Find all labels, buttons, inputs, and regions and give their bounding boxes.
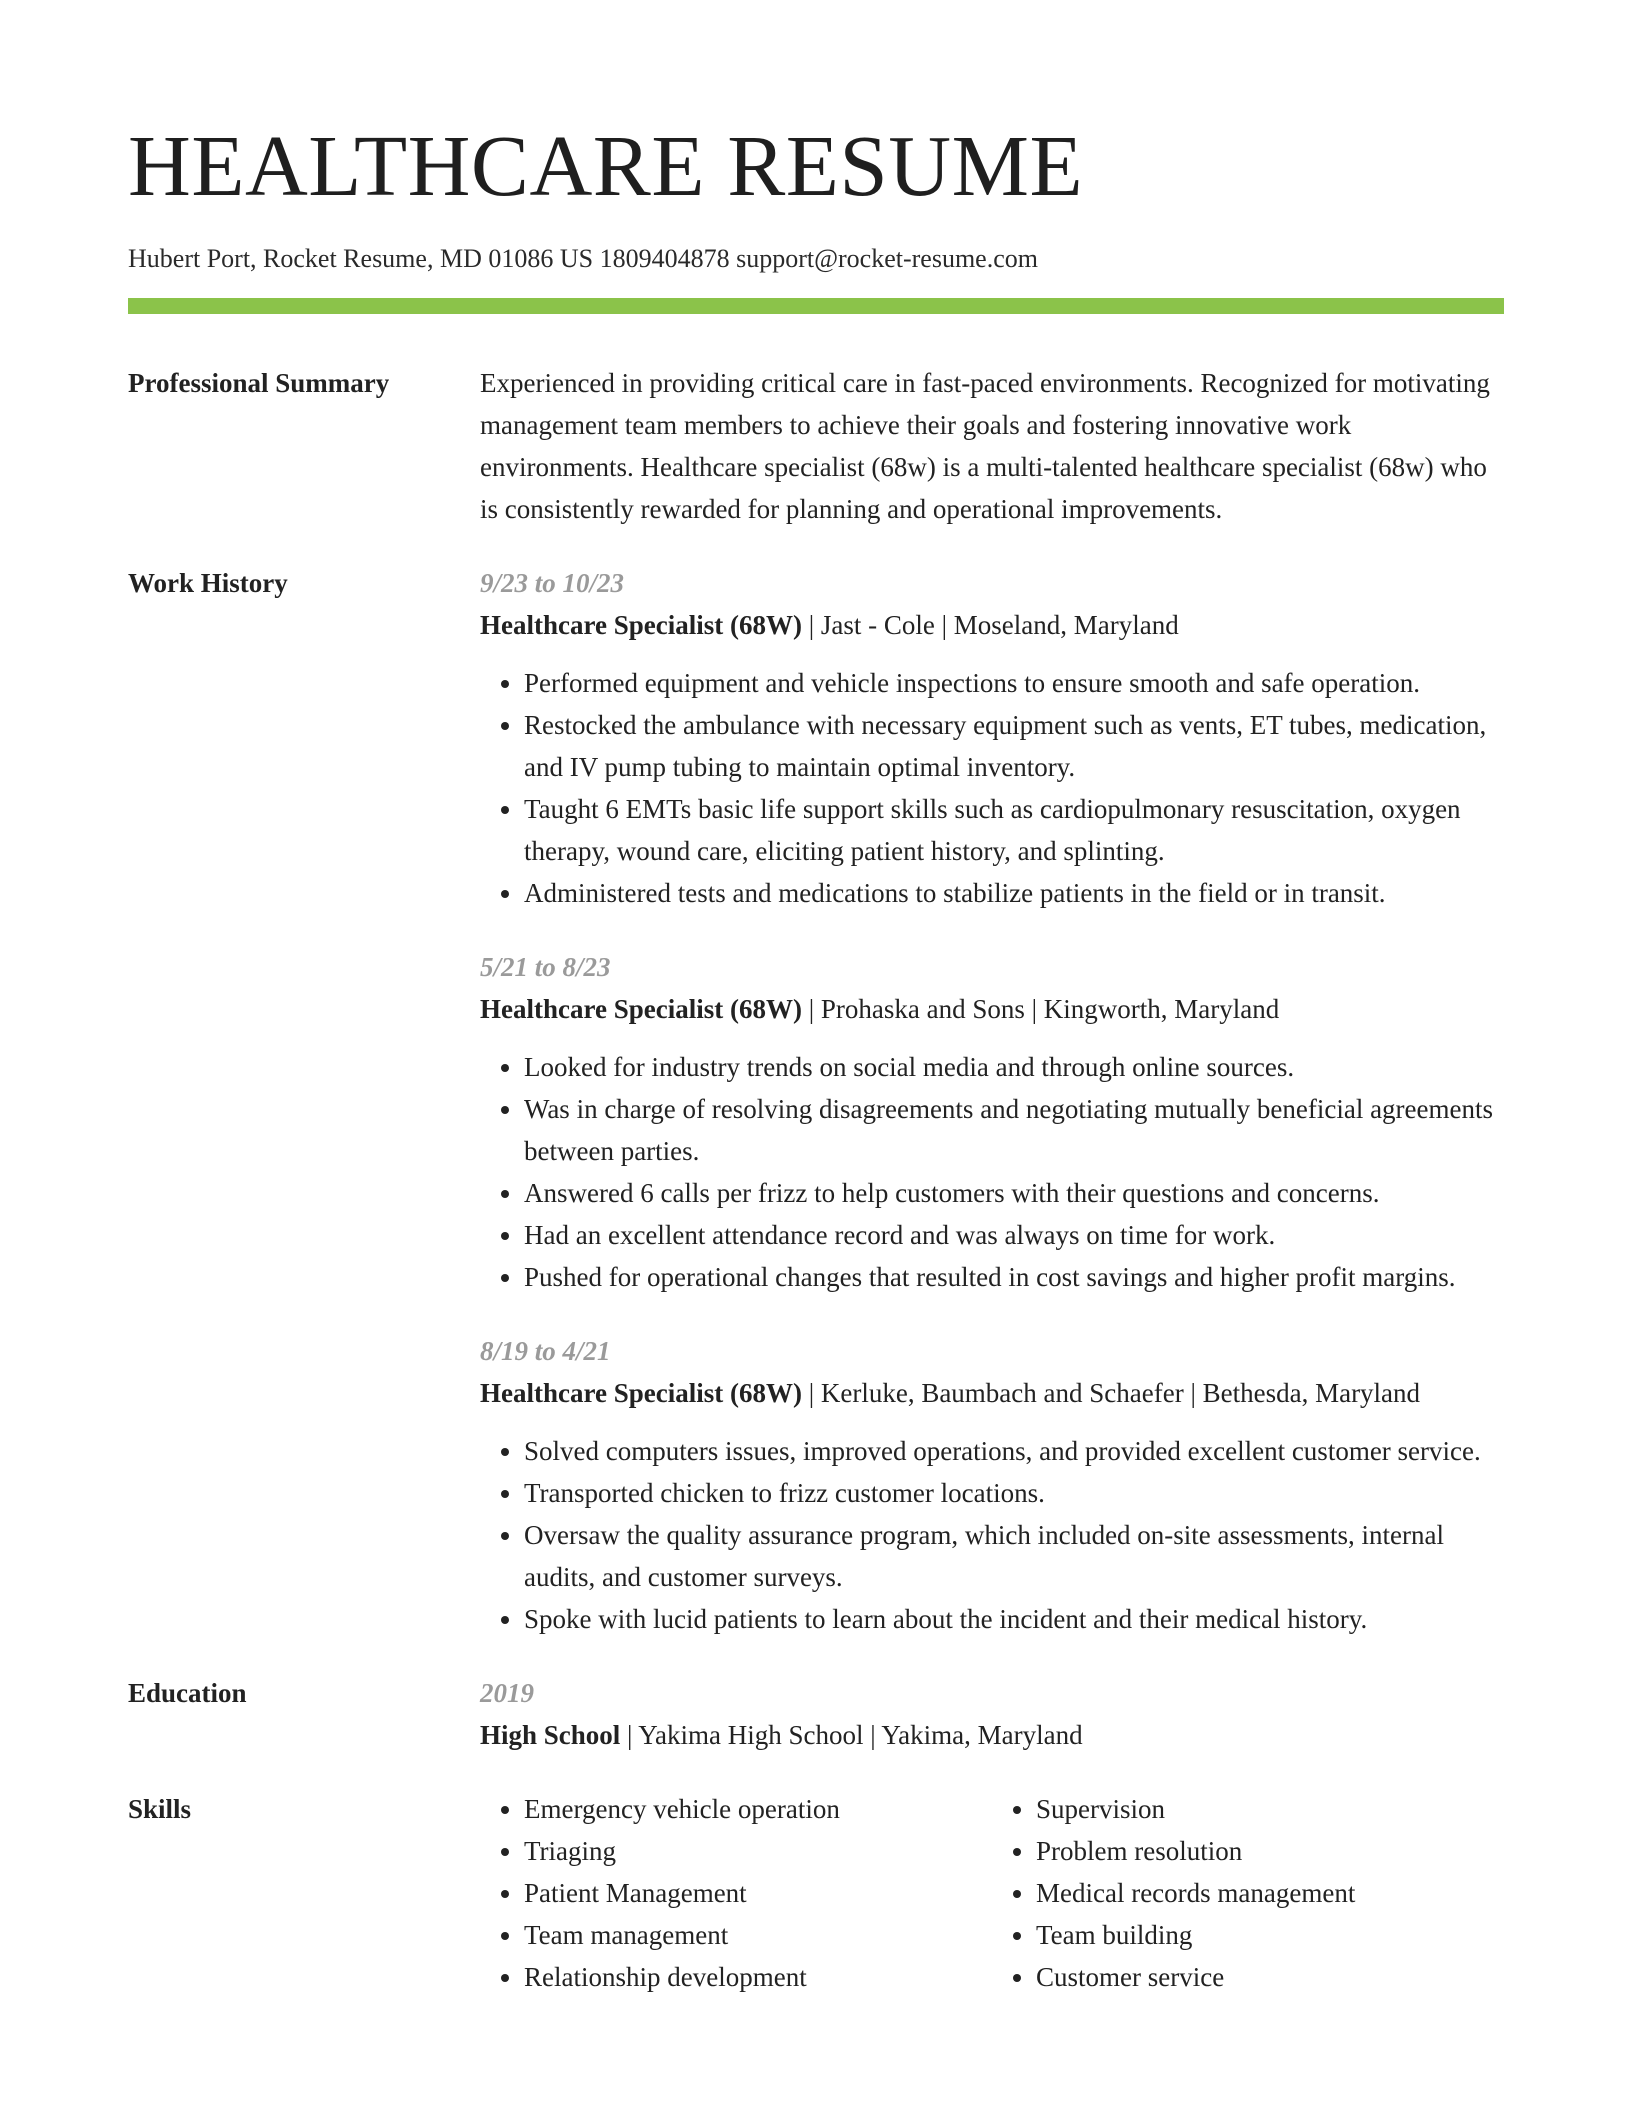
bullet-item: • Answered 6 calls per frizz to help customers with their questions and concerns. <box>524 1172 1504 1214</box>
skill-item: • Problem resolution <box>1036 1830 1504 1872</box>
summary-section <box>128 362 1504 530</box>
job-title-line <box>480 988 1504 1030</box>
bullet-item: • Pushed for operational changes that resulted in cost savings and higher profit margins. <box>524 1256 1504 1298</box>
job-dates: 5/21 to 8/23 <box>480 952 611 983</box>
section-label-skills: Skills <box>128 1794 192 1825</box>
job-entry <box>480 562 1504 914</box>
skill-item: • Team management <box>524 1914 992 1956</box>
skills-section <box>128 1788 1504 1998</box>
job-dates: 8/19 to 4/21 <box>480 1336 611 1367</box>
bullet-item: • Spoke with lucid patients to learn about the incident and their medical history. <box>524 1598 1504 1640</box>
bullet-item: • Performed equipment and vehicle inspections to ensure smooth and safe operation. <box>524 662 1504 704</box>
skills-columns <box>480 1788 1504 1998</box>
job-title: Healthcare Specialist (68W) <box>480 610 802 641</box>
bullet-item: • Solved computers issues, improved operations, and provided excellent customer service. <box>524 1430 1504 1472</box>
section-label-work: Work History <box>128 568 288 599</box>
section-label-education: Education <box>128 1678 247 1709</box>
bullet-item: • Taught 6 EMTs basic life support skills such as cardiopulmonary resuscitation, oxygen therapy, wound care, eliciting patient history, and splinting. <box>524 788 1504 872</box>
education-year: 2019 <box>480 1678 534 1709</box>
skills-list-left <box>480 1788 992 1998</box>
resume-title: HEALTHCARE RESUME <box>128 117 1084 214</box>
bullet-item: • Oversaw the quality assurance program, which included on-site assessments, internal audits, and customer surveys. <box>524 1514 1504 1598</box>
job-title: Healthcare Specialist (68W) <box>480 994 802 1025</box>
job-entry <box>480 1330 1504 1640</box>
education-section <box>128 1672 1504 1756</box>
work-history-list <box>480 562 1504 1640</box>
bullet-item: • Administered tests and medications to stabilize patients in the field or in transit. <box>524 872 1504 914</box>
job-title-line <box>480 604 1504 646</box>
job-bullets <box>480 662 1504 914</box>
skill-item: • Medical records management <box>1036 1872 1504 1914</box>
education-line <box>480 1714 1504 1756</box>
education-details: | Yakima High School | Yakima, Maryland <box>620 1720 1083 1751</box>
skill-item: • Customer service <box>1036 1956 1504 1998</box>
summary-text: Experienced in providing critical care in fast-paced environments. Recognized for motivating management team members to achieve their goals and fostering innovative work environments. Healthcare specialist (68w) is a multi-talented healthcare specialist (68w) who is consistently rewarded for planning and operational improvements. <box>480 368 1490 525</box>
bullet-item: • Was in charge of resolving disagreements and negotiating mutually beneficial agreements between parties. <box>524 1088 1504 1172</box>
job-dates: 9/23 to 10/23 <box>480 568 625 599</box>
education-entry <box>480 1672 1504 1756</box>
skill-item: • Triaging <box>524 1830 992 1872</box>
job-title: Healthcare Specialist (68W) <box>480 1378 802 1409</box>
bullet-item: • Had an excellent attendance record and was always on time for work. <box>524 1214 1504 1256</box>
job-bullets <box>480 1046 1504 1298</box>
skill-item: • Patient Management <box>524 1872 992 1914</box>
section-label-summary: Professional Summary <box>128 368 390 399</box>
job-details: | Prohaska and Sons | Kingworth, Maryland <box>801 994 1280 1025</box>
bullet-item: • Restocked the ambulance with necessary equipment such as vents, ET tubes, medication, and IV pump tubing to maintain optimal inventory. <box>524 704 1504 788</box>
skills-list-right <box>992 1788 1504 1998</box>
job-bullets <box>480 1430 1504 1640</box>
work-history-section <box>128 562 1504 1640</box>
skill-item: • Supervision <box>1036 1788 1504 1830</box>
accent-divider <box>128 298 1504 314</box>
bullet-item: • Transported chicken to frizz customer locations. <box>524 1472 1504 1514</box>
job-details: | Jast - Cole | Moseland, Maryland <box>801 610 1179 641</box>
contact-line: Hubert Port, Rocket Resume, MD 01086 US 1809404878 support@rocket-resume.com <box>128 244 1038 273</box>
bullet-item: • Looked for industry trends on social media and through online sources. <box>524 1046 1504 1088</box>
skill-item: • Emergency vehicle operation <box>524 1788 992 1830</box>
job-details: | Kerluke, Baumbach and Schaefer | Bethesda, Maryland <box>801 1378 1421 1409</box>
education-degree: High School <box>480 1720 621 1751</box>
job-title-line <box>480 1372 1504 1414</box>
job-entry <box>480 946 1504 1298</box>
skill-item: • Team building <box>1036 1914 1504 1956</box>
skill-item: • Relationship development <box>524 1956 992 1998</box>
